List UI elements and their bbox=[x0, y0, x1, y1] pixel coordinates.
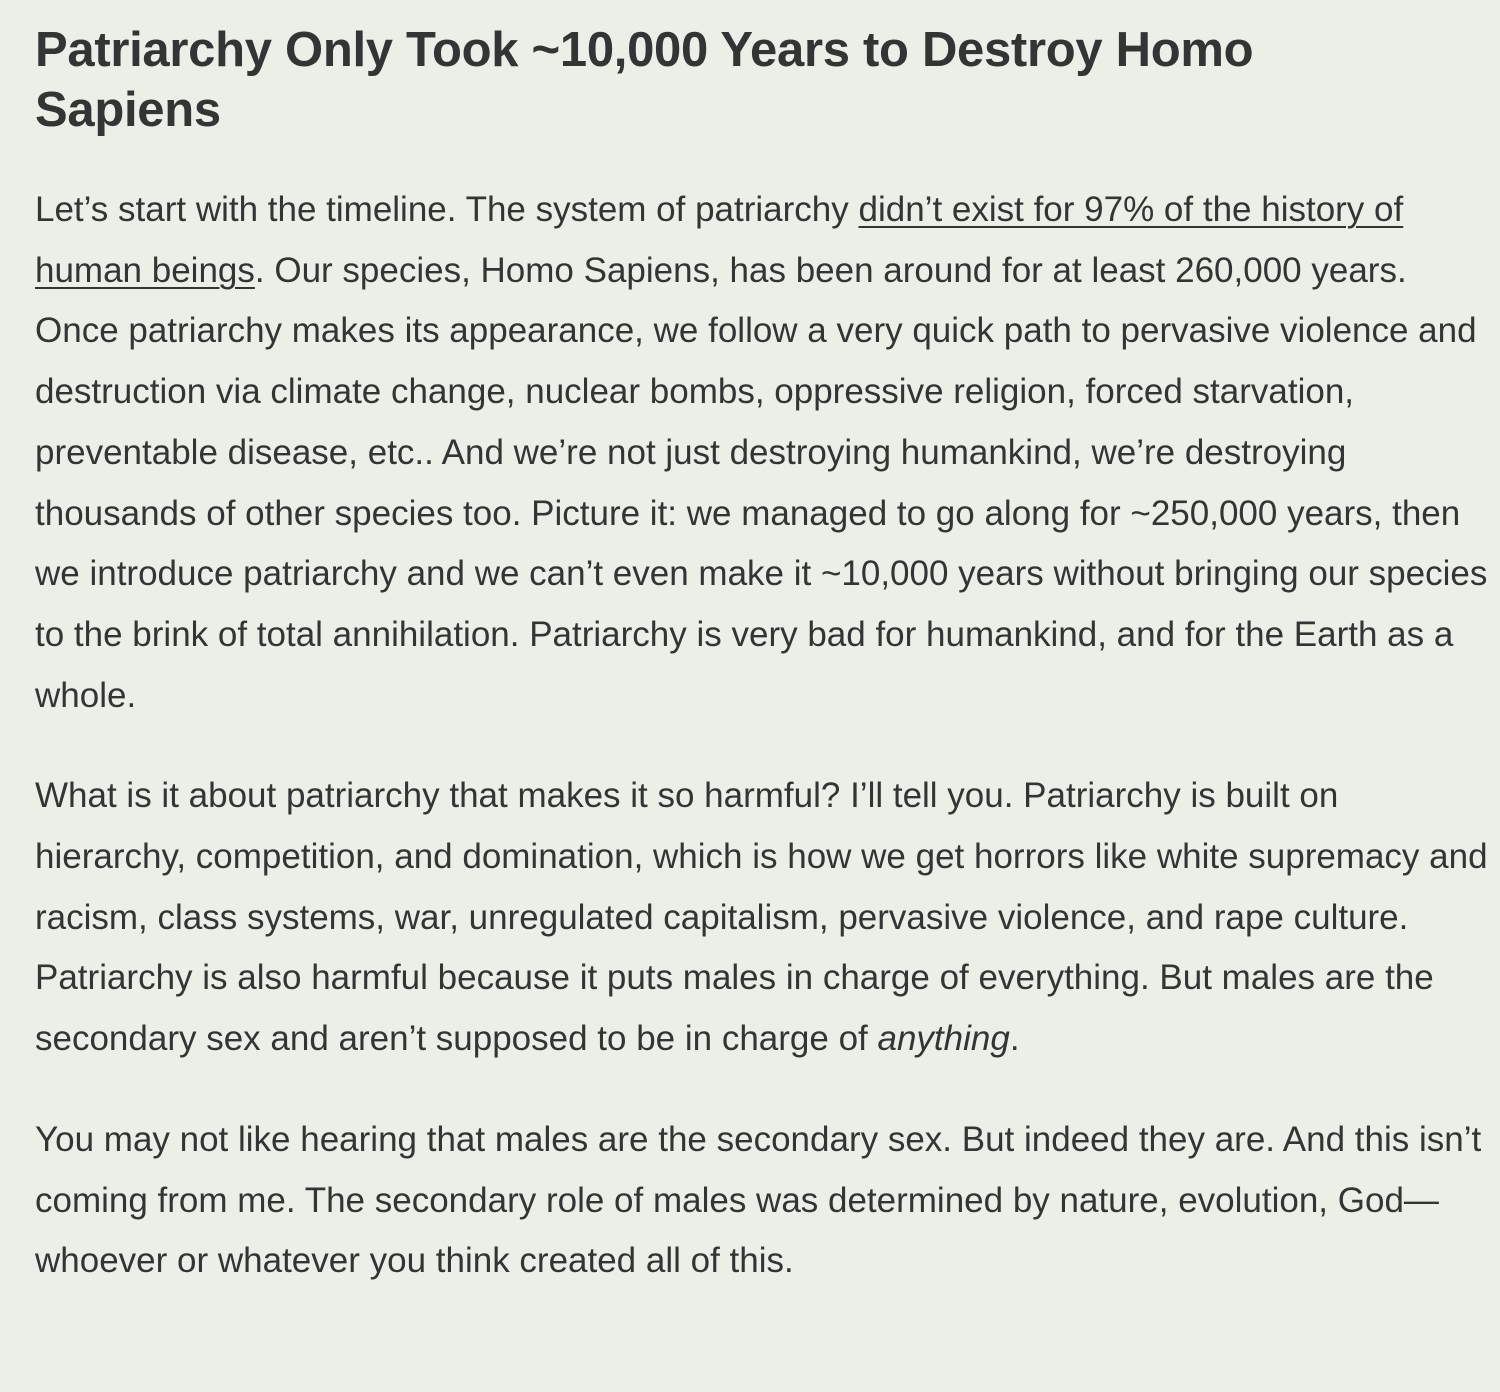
paragraph-2-text: What is it about patriarchy that makes it so harmful? I’ll tell you. Patriarchy is built on hierarchy, competition, and domination, which is how we get horrors like white supremacy and racism, class systems, war, unregulated capitalism, pervasive violence, and rape culture. Patriarchy is also harmful because it puts males in charge of everything. But males are the secondary sex and aren’t supposed to be in charge of bbox=[35, 776, 1488, 1059]
article bbox=[35, 20, 1490, 1292]
paragraph-2-end: . bbox=[1009, 1019, 1020, 1059]
paragraph-3-text: You may not like hearing that males are the secondary sex. But indeed they are. And this isn’t coming from me. The secondary role of males was determined by nature, evolution, God—whoever or whatever you think created all of this. bbox=[35, 1119, 1482, 1281]
paragraph-2 bbox=[35, 766, 1490, 1070]
paragraph-1-text-end: . Our species, Homo Sapiens, has been around for at least 260,000 years. Once patriarchy makes its appearance, we follow a very quick path to pervasive violence and destruction via climate change, nuclear bombs, oppressive religion, forced starvation, preventable disease, etc.. And we’re not just destroying humankind, we’re destroying thousands of other species too. Picture it: we managed to go along for ~250,000 years, then we introduce patriarchy and we can’t even make it ~10,000 years without bringing our species to the brink of total annihilation. Patriarchy is very bad for humankind, and for the Earth as a whole. bbox=[35, 250, 1488, 715]
history-link[interactable]: didn’t exist for 97% of the history of human beings bbox=[35, 190, 1404, 290]
paragraph-1 bbox=[35, 180, 1490, 726]
paragraph-2-emphasis: anything bbox=[877, 1019, 1010, 1059]
paragraph-3 bbox=[35, 1110, 1490, 1292]
article-title: Patriarchy Only Took ~10,000 Years to Destroy Homo Sapiens bbox=[35, 23, 1254, 137]
paragraph-1-text-start: Let’s start with the timeline. The system of patriarchy bbox=[35, 190, 859, 229]
